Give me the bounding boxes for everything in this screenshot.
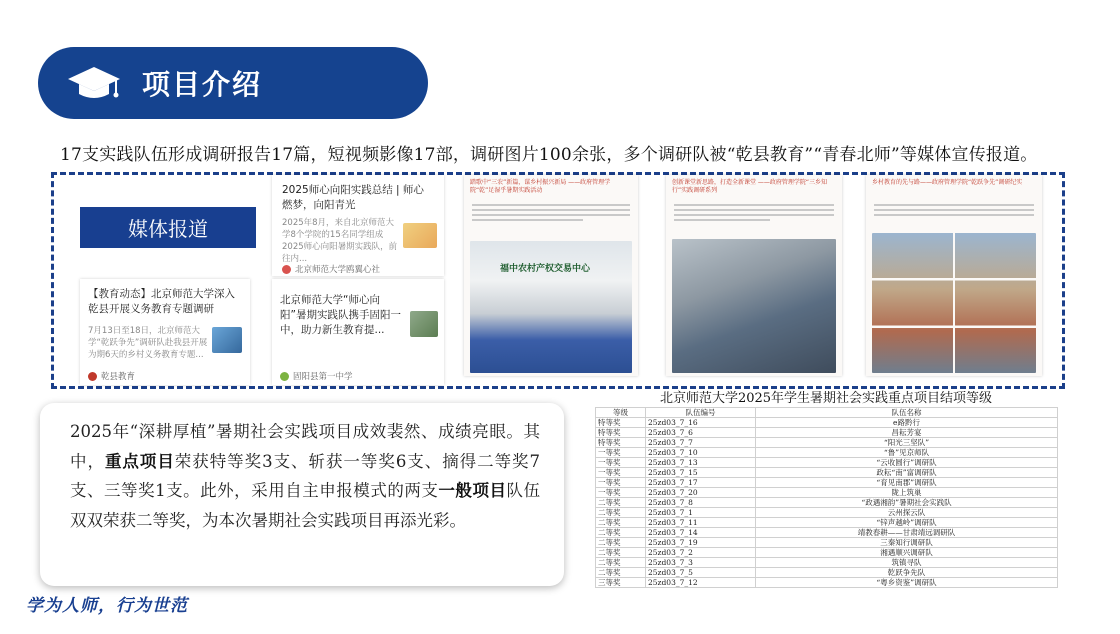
news-source-label: 固阳县第一中学 [293, 372, 353, 382]
award-level-cell: 二等奖 [596, 538, 646, 548]
article-photo-grid [872, 233, 1036, 373]
general-project-label: 一般项目 [438, 481, 507, 500]
team-name-cell: “政遇湘韵”暑期社会实践队 [756, 498, 1058, 508]
team-id-cell: 25zd03_7_14 [646, 528, 756, 538]
slogan: 学为人师，行为世范 [26, 596, 188, 616]
news-card-1[interactable] [272, 175, 444, 276]
award-level-cell: 二等奖 [596, 548, 646, 558]
award-level-cell: 二等奖 [596, 558, 646, 568]
column-header: 队伍名称 [756, 408, 1058, 418]
team-name-cell: 湘遇顺兴调研队 [756, 548, 1058, 558]
team-id-cell: 25zd03_7_7 [646, 438, 756, 448]
team-id-cell: 25zd03_7_20 [646, 488, 756, 498]
summary-text-1: 2025年“深耕厚植”暑期社会实践项目成效裴然、成绩亮眼。其中， [70, 422, 540, 471]
summary-text-2: 荣获特等奖3支、斩获一等奖6支、摘得二等奖7支、三等奖1支。此外，采用自主申报模式的两支 [70, 451, 541, 500]
source-icon [280, 372, 289, 381]
article-photo [672, 239, 836, 373]
award-level-cell: 一等奖 [596, 478, 646, 488]
page-title: 项目介绍 [142, 68, 263, 101]
news-card-source [282, 263, 380, 275]
source-icon [282, 265, 291, 274]
intro-text: 17支实践队伍形成调研报告17篇，短视频影像17部，调研图片100余张，多个调研队被“乾县教育”“青春北师”等媒体宣传报道。 [60, 145, 1038, 165]
table-title: 北京师范大学2025年学生暑期社会实践重点项目结项等级 [659, 391, 993, 406]
award-level-cell: 二等奖 [596, 498, 646, 508]
news-thumbnail [403, 223, 437, 248]
award-level-cell: 一等奖 [596, 458, 646, 468]
news-article-1[interactable] [464, 175, 638, 376]
news-card-body: 2025年8月，来自北京师范大学8个学院的15名同学组成2025师心向阳暑期实践队，前往内... [282, 218, 398, 264]
article-text [866, 199, 1042, 221]
table-row [596, 528, 1058, 538]
news-source-label: 乾县教育 [101, 372, 136, 382]
table-row [596, 508, 1058, 518]
team-name-cell: 三秦知行调研队 [756, 538, 1058, 548]
article-headline: 创新课堂新思路，打造全新课堂 ——政府管理学院“三乡知行”实践调研系列 [672, 179, 828, 194]
news-thumbnail [410, 311, 438, 337]
article-headline: 踏歌中“三农”新篇，谋乡村振兴新局 ——政府管理学院“乾”足湿乎暑期实践活动 [470, 179, 611, 194]
award-level-cell: 一等奖 [596, 488, 646, 498]
team-id-cell: 25zd03_7_15 [646, 468, 756, 478]
news-card-body: 7月13日至18日，北京师范大学“乾跃争先”调研队赴我县开展为期6天的乡村义务教育专题... [88, 326, 208, 360]
team-name-cell: “锌声越岭”调研队 [756, 518, 1058, 528]
news-article-2[interactable] [666, 175, 842, 376]
team-id-cell: 25zd03_7_1 [646, 508, 756, 518]
award-level-cell: 一等奖 [596, 448, 646, 458]
team-name-cell: “阳光三坚队” [756, 438, 1058, 448]
award-level-cell: 二等奖 [596, 518, 646, 528]
team-name-cell: 云州探云队 [756, 508, 1058, 518]
award-level-cell: 二等奖 [596, 528, 646, 538]
table-row [596, 438, 1058, 448]
team-id-cell: 25zd03_7_10 [646, 448, 756, 458]
source-icon [88, 372, 97, 381]
table-row [596, 578, 1058, 588]
news-card-2[interactable] [80, 279, 250, 385]
award-level-cell: 一等奖 [596, 468, 646, 478]
team-name-cell: 政耘“南”富调研队 [756, 468, 1058, 478]
award-level-cell: 特等奖 [596, 418, 646, 428]
team-id-cell: 25zd03_7_16 [646, 418, 756, 428]
team-name-cell: “鲁”见京师队 [756, 448, 1058, 458]
article-headline: 乡村教育的先与路——政府管理学院“乾跃争先”调研纪实 [872, 179, 1023, 186]
team-name-cell: “粤乡资鉴”调研队 [756, 578, 1058, 588]
team-name-cell: “云收圆行”调研队 [756, 458, 1058, 468]
article-text [464, 199, 638, 226]
news-article-3[interactable] [866, 175, 1042, 376]
news-card-title: 北京师范大学“师心向阳”暑期实践队携手固阳一中，助力新生教育提... [280, 294, 401, 336]
table-row [596, 568, 1058, 578]
news-card-title: 【教育动态】北京师范大学深入乾县开展义务教育专题调研 [88, 288, 235, 315]
table-row [596, 498, 1058, 508]
graduation-cap-icon [66, 63, 122, 103]
table-row [596, 448, 1058, 458]
award-level-cell: 二等奖 [596, 568, 646, 578]
news-card-source [280, 370, 353, 382]
key-project-label: 重点项目 [104, 451, 175, 471]
table-row [596, 488, 1058, 498]
award-level-cell: 二等奖 [596, 508, 646, 518]
team-id-cell: 25zd03_7_3 [646, 558, 756, 568]
team-name-cell: e路黔行 [756, 418, 1058, 428]
column-header: 等级 [596, 408, 646, 418]
article-banner: 福中农村产权交易中心 [500, 264, 591, 274]
table-row [596, 458, 1058, 468]
table-row [596, 468, 1058, 478]
team-id-cell: 25zd03_7_17 [646, 478, 756, 488]
news-source-label: 北京师范大学鸥翼心社 [295, 265, 381, 275]
team-name-cell: 昌耘芳宴 [756, 428, 1058, 438]
table-row [596, 418, 1058, 428]
column-header: 队伍编号 [646, 408, 756, 418]
table-row [596, 548, 1058, 558]
news-card-3[interactable] [272, 279, 444, 385]
team-name-cell: 陇上筑巢 [756, 488, 1058, 498]
news-card-title: 2025师心向阳实践总结 | 师心燃梦，向阳青光 [282, 184, 424, 211]
table-row [596, 558, 1058, 568]
team-id-cell: 25zd03_7_6 [646, 428, 756, 438]
award-level-cell: 特等奖 [596, 438, 646, 448]
news-card-source [88, 370, 135, 382]
table-header-row [596, 408, 1058, 418]
team-id-cell: 25zd03_7_5 [646, 568, 756, 578]
team-id-cell: 25zd03_7_13 [646, 458, 756, 468]
team-id-cell: 25zd03_7_8 [646, 498, 756, 508]
news-thumbnail [212, 327, 242, 353]
summary-box [40, 403, 564, 586]
table-row [596, 428, 1058, 438]
media-coverage-panel [51, 172, 1065, 389]
table-row [596, 538, 1058, 548]
team-id-cell: 25zd03_7_19 [646, 538, 756, 548]
results-grid [595, 407, 1058, 588]
media-label: 媒体报道 [80, 207, 256, 248]
team-name-cell: 乾跃争先队 [756, 568, 1058, 578]
section-header [38, 47, 428, 119]
team-id-cell: 25zd03_7_2 [646, 548, 756, 558]
team-name-cell: 筑镇寻队 [756, 558, 1058, 568]
team-name-cell: “育见南郡”调研队 [756, 478, 1058, 488]
table-row [596, 518, 1058, 528]
team-name-cell: 靖教春耕——甘肃靖远调研队 [756, 528, 1058, 538]
award-level-cell: 特等奖 [596, 428, 646, 438]
article-text [666, 199, 842, 226]
team-id-cell: 25zd03_7_12 [646, 578, 756, 588]
table-row [596, 478, 1058, 488]
award-level-cell: 三等奖 [596, 578, 646, 588]
summary-text-3: 队伍双双荣获二等奖，为本次暑期社会实践项目再添光彩。 [70, 481, 541, 530]
team-id-cell: 25zd03_7_11 [646, 518, 756, 528]
results-table [595, 391, 1057, 588]
